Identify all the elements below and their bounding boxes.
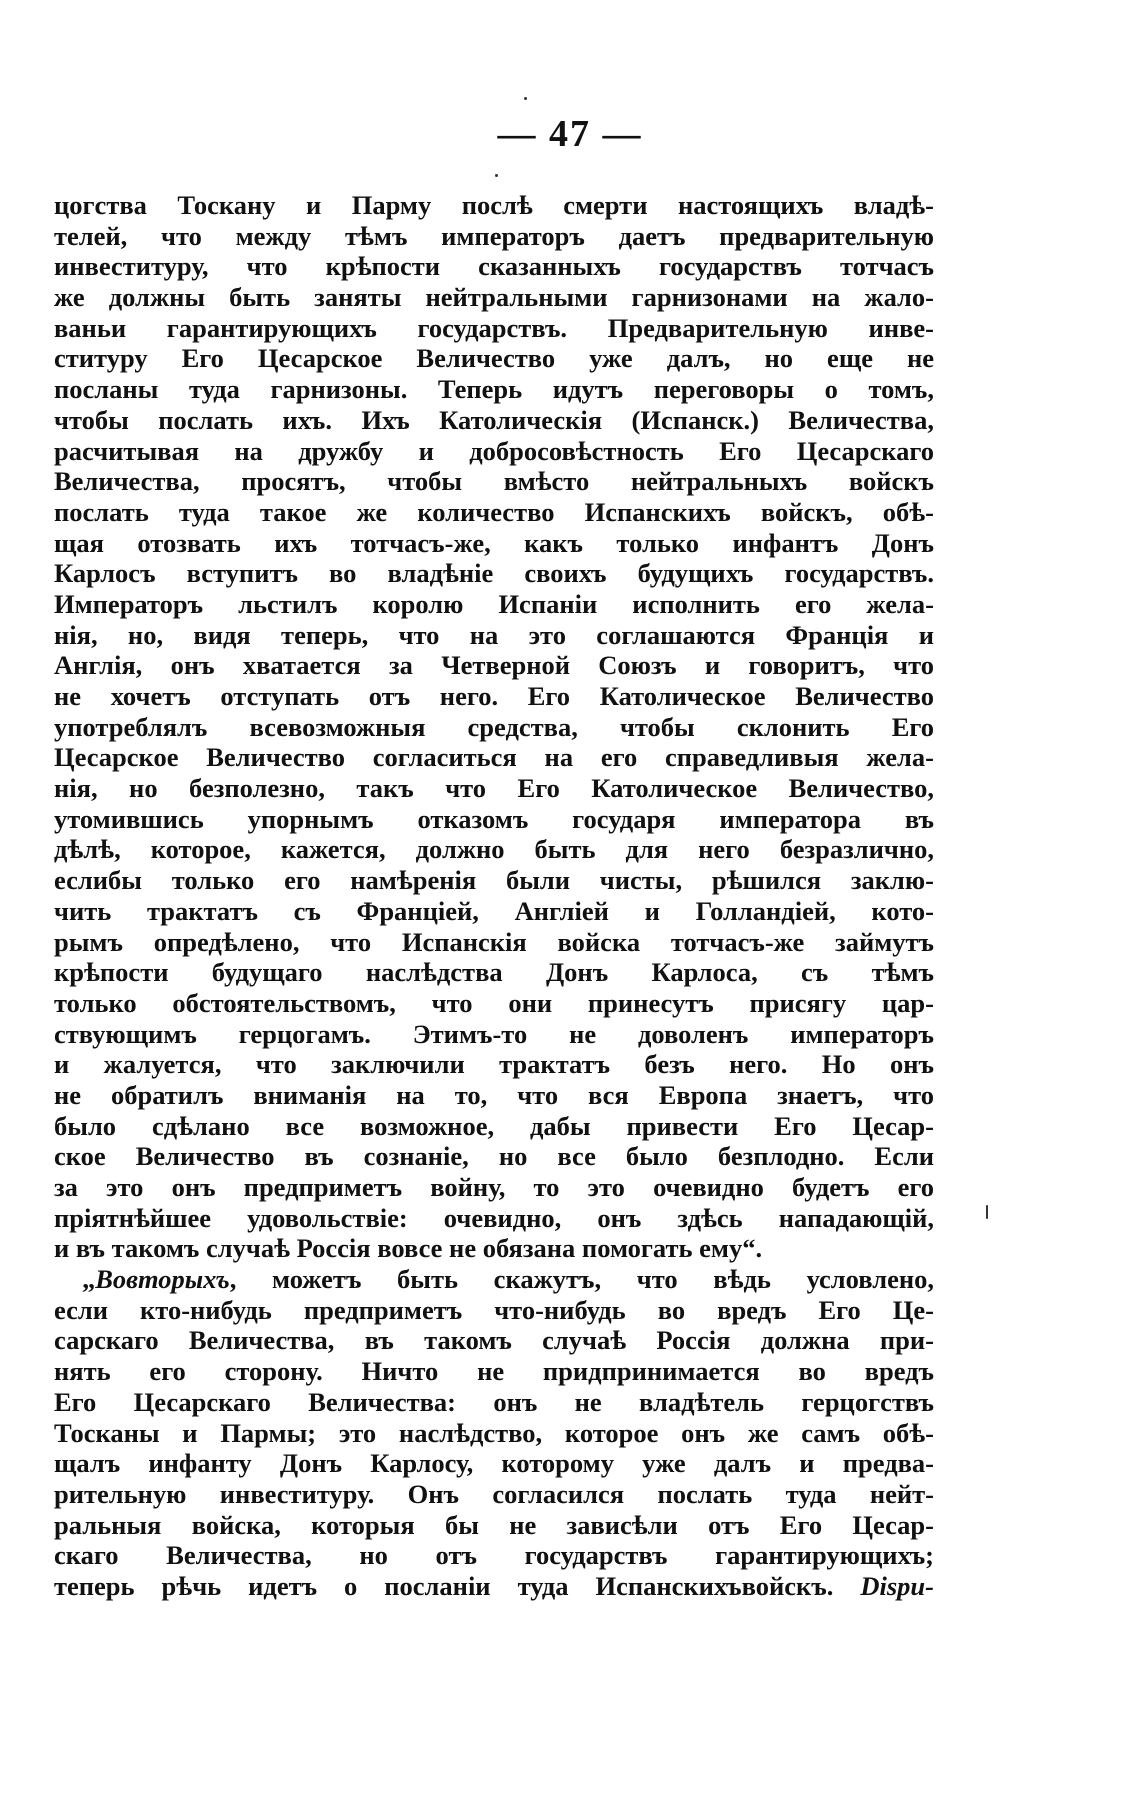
text-line: ское Величество въ сознаніе, но все было безплодно. Если — [54, 1141, 934, 1172]
print-speck — [986, 1205, 988, 1219]
text-line: послать туда такое же количество Испанскихъ войскъ, обѣ- — [54, 496, 934, 527]
text-line: нія, но, видя теперь, что на это соглашаются Франція и — [54, 619, 934, 650]
text-line: Карлосъ вступитъ во владѣніе своихъ будущихъ государствъ. — [54, 558, 934, 589]
text-line: сарскаго Величества, въ такомъ случаѣ Россія должна при- — [54, 1325, 934, 1356]
text-line: нія, но безполезно, такъ что Его Католическое Величество, — [54, 773, 934, 804]
text-line: пріятнѣйшее удовольствіе: очевидно, онъ здѣсь нападающій, — [54, 1202, 934, 1233]
text-line: щалъ инфанту Донъ Карлосу, которому уже далъ и предва- — [54, 1448, 934, 1479]
print-speck — [495, 174, 498, 177]
text-line: если кто-нибудь предприметъ что-нибудь во вредъ Его Це- — [54, 1294, 934, 1325]
text-line: Величества, просятъ, чтобы вмѣсто нейтральныхъ войскъ — [54, 466, 934, 497]
text-line: расчитывая на дружбу и добросовѣстность Его Цесарскаго — [54, 435, 934, 466]
body-text — [54, 190, 934, 1602]
text-line-first — [54, 1264, 934, 1295]
text-line: утомившись упорнымъ отказомъ государя императора въ — [54, 803, 934, 834]
text-line: телей, что между тѣмъ императоръ даетъ предварительную — [54, 220, 934, 251]
text-line: за это онъ предприметъ войну, то это очевидно будетъ его — [54, 1172, 934, 1202]
text-line: еслибы только его намѣренія были чисты, рѣшился заклю- — [54, 865, 934, 896]
text-line-body: теперь рѣчь идетъ о посланіи туда Испанскихъвойскъ. — [54, 1570, 861, 1601]
text-line: крѣпости будущаго наслѣдства Донъ Карлоса, съ тѣмъ — [54, 957, 934, 988]
emphasized-word: Dispu- — [860, 1570, 934, 1601]
print-speck — [524, 97, 527, 100]
paragraph-1 — [54, 190, 934, 1264]
text-line: нять его сторону. Ничто не придпринимается во вредъ — [54, 1356, 934, 1387]
text-line: Его Цесарскаго Величества: онъ не владѣтель герцогствъ — [54, 1386, 934, 1417]
text-line: ральныя войска, которыя бы не зависѣли отъ Его Цесар- — [54, 1509, 934, 1540]
text-line: скаго Величества, но отъ государствъ гарантирующихъ; — [54, 1540, 934, 1571]
text-line: и въ такомъ случаѣ Россія вовсе не обязана помогать ему“. — [54, 1233, 763, 1264]
text-line: было сдѣлано все возможное, дабы привести Его Цесар- — [54, 1110, 934, 1141]
text-line: и жалуется, что заключили трактатъ безъ него. Но онъ — [54, 1049, 934, 1080]
text-line-last — [54, 1571, 934, 1602]
text-line: цогства Тоскану и Парму послѣ смерти настоящихъ владѣ- — [54, 190, 934, 220]
text-line: употреблялъ всевозможныя средства, чтобы склонить Его — [54, 711, 934, 742]
text-line: ствующимъ герцогамъ. Этимъ-то не доволенъ императоръ — [54, 1018, 934, 1049]
text-line: Англія, онъ хватается за Четверной Союзъ и говоритъ, что — [54, 650, 934, 681]
text-line: рительную инвеституру. Онъ согласился послать туда нейт- — [54, 1478, 934, 1509]
text-line: же должны быть заняты нейтральными гарнизонами на жало- — [54, 282, 934, 313]
page-number: — 47 — — [497, 113, 643, 155]
text-line: Цесарское Величество согласиться на его справедливыя жела- — [54, 742, 934, 773]
text-line: посланы туда гарнизоны. Теперь идутъ переговоры о томъ, — [54, 374, 934, 405]
text-line: Императоръ льстилъ королю Испаніи исполнить его жела- — [54, 588, 934, 619]
emphasized-word: Вовторыхъ — [95, 1264, 230, 1295]
text-line: ституру Его Цесарское Величество уже далъ, но еще не — [54, 343, 934, 374]
text-line: не обратилъ вниманія на то, что вся Европа знаетъ, что — [54, 1079, 934, 1110]
text-line: инвеституру, что крѣпости сказанныхъ государствъ тотчасъ — [54, 251, 934, 282]
text-line: не хочетъ отступать отъ него. Его Католическое Величество — [54, 681, 934, 711]
text-line: рымъ опредѣлено, что Испанскія войска тотчасъ-же займутъ — [54, 926, 934, 957]
text-line: только обстоятельствомъ, что они принесутъ присягу цар- — [54, 987, 934, 1018]
text-line-rest: , можетъ быть скажутъ, что вѣдь условлено, — [229, 1264, 934, 1295]
opening-quote: „ — [82, 1264, 96, 1295]
text-line: ваньи гарантирующихъ государствъ. Предварительную инве- — [54, 312, 934, 343]
paragraph-2 — [54, 1264, 934, 1602]
text-line: чить трактатъ съ Франціей, Англіей и Голландіей, кото- — [54, 895, 934, 926]
text-line: дѣлѣ, которое, кажется, должно быть для него безразлично, — [54, 834, 934, 865]
text-line: Тосканы и Пармы; это наслѣдство, которое онъ же самъ обѣ- — [54, 1417, 934, 1448]
text-line: щая отозвать ихъ тотчасъ-же, какъ только инфантъ Донъ — [54, 527, 934, 558]
text-line: чтобы послать ихъ. Ихъ Католическія (Испанск.) Величества, — [54, 404, 934, 435]
